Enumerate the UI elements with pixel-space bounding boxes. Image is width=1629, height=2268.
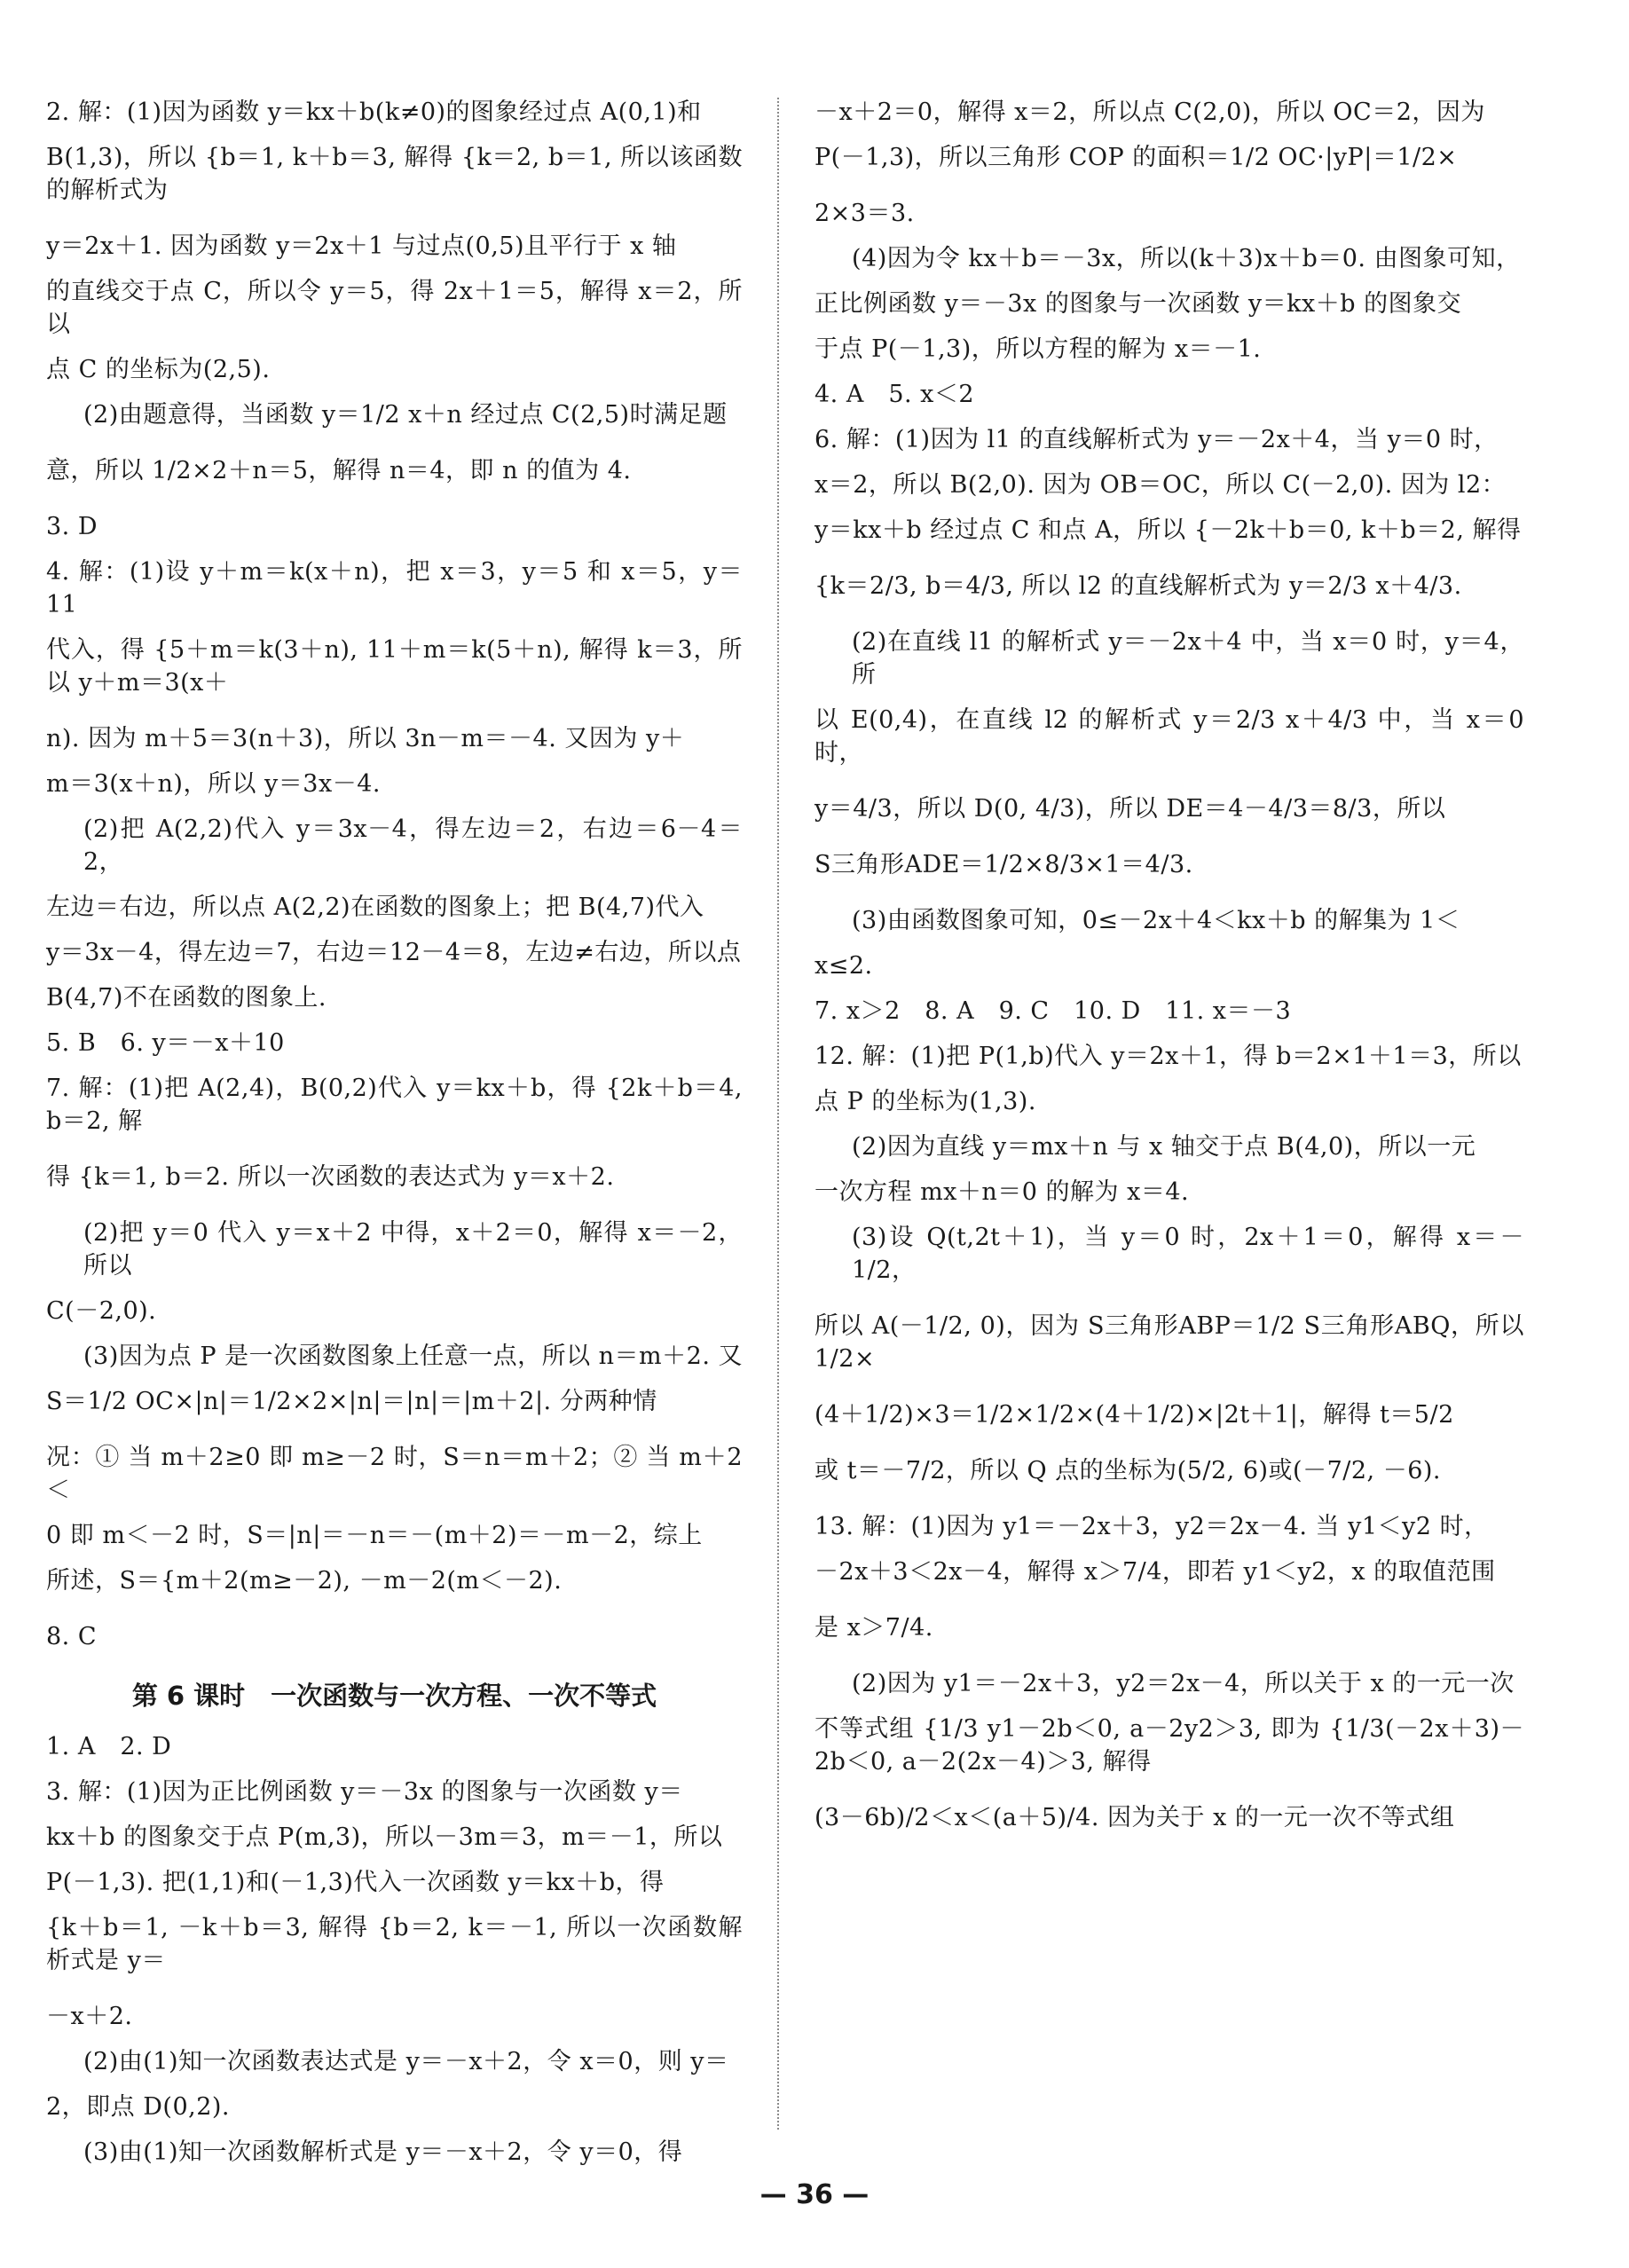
text-line: n). 因为 m＋5＝3(n＋3)，所以 3n－m＝－4. 又因为 y＋ bbox=[46, 725, 685, 752]
text-line: y＝2x＋1. 因为函数 y＝2x＋1 与过点(0,5)且平行于 x 轴 bbox=[46, 232, 677, 260]
text-line: 正比例函数 y＝－3x 的图象与一次函数 y＝kx＋b 的图象交 bbox=[814, 290, 1462, 318]
text-line: 所以 A(－1/2, 0)，因为 S三角形ABP＝1/2 S三角形ABQ，所以 1/2× bbox=[814, 1312, 1533, 1373]
text-line: 2，即点 D(0,2). bbox=[46, 2093, 230, 2121]
text-line: (2)因为 y1＝－2x＋3，y2＝2x－4，所以关于 x 的一元一次 bbox=[852, 1670, 1515, 1697]
text-line: P(－1,3)，所以三角形 COP 的面积＝1/2 OC·|yP|＝1/2× bbox=[814, 144, 1458, 171]
text-line: 得 {k＝1, b＝2. 所以一次函数的表达式为 y＝x＋2. bbox=[46, 1163, 615, 1191]
text-line: (3－6b)/2＜x＜(a＋5)/4. 因为关于 x 的一元一次不等式组 bbox=[814, 1804, 1455, 1831]
text-line: 3. 解：(1)因为正比例函数 y＝－3x 的图象与一次函数 y＝ bbox=[46, 1778, 683, 1806]
text-line: 的直线交于点 C，所以令 y＝5，得 2x＋1＝5，解得 x＝2，所以 bbox=[46, 278, 743, 338]
answer-line: 4. A 5. x＜2 bbox=[814, 381, 975, 408]
text-line: 不等式组 {1/3 y1－2b＜0, a－2y2＞3, 即为 {1/3(－2x＋3)－2b＜0, a－2(2x－4)＞3, 解得 bbox=[814, 1715, 1524, 1776]
answer-line: 5. B 6. y＝－x＋10 bbox=[46, 1029, 285, 1057]
text-line: P(－1,3). 把(1,1)和(－1,3)代入一次函数 y＝kx＋b，得 bbox=[46, 1869, 665, 1896]
text-line: (4＋1/2)×3＝1/2×1/2×(4＋1/2)×|2t＋1|，解得 t＝5/2 bbox=[814, 1401, 1454, 1429]
text-line: (3)因为点 P 是一次函数图象上任意一点，所以 n＝m＋2. 又 bbox=[83, 1343, 743, 1370]
page-number: — 36 — bbox=[759, 2179, 870, 2210]
text-line: x≤2. bbox=[814, 952, 873, 980]
text-line: (3)设 Q(t,2t＋1)，当 y＝0 时，2x＋1＝0，解得 x＝－1/2， bbox=[852, 1224, 1524, 1284]
text-line: y＝3x－4，得左边＝7，右边＝12－4＝8，左边≠右边，所以点 bbox=[46, 939, 742, 966]
right-column bbox=[814, 96, 1533, 1847]
text-line: 以 E(0,4)，在直线 l2 的解析式 y＝2/3 x＋4/3 中，当 x＝0 时， bbox=[814, 706, 1533, 767]
text-line: kx＋b 的图象交于点 P(m,3)，所以－3m＝3，m＝－1，所以 bbox=[46, 1823, 723, 1851]
text-line: m＝3(x＋n)，所以 y＝3x－4. bbox=[46, 770, 381, 798]
text-line: {k＝2/3, b＝4/3, 所以 l2 的直线解析式为 y＝2/3 x＋4/3. bbox=[814, 572, 1462, 600]
text-line: 2. 解：(1)因为函数 y＝kx＋b(k≠0)的图象经过点 A(0,1)和 bbox=[46, 98, 702, 126]
text-line: －x＋2＝0，解得 x＝2，所以点 C(2,0)，所以 OC＝2，因为 bbox=[814, 98, 1485, 126]
text-line: 0 即 m＜－2 时，S＝|n|＝－n＝－(m＋2)＝－m－2，综上 bbox=[46, 1522, 703, 1549]
text-line: 是 x＞7/4. bbox=[814, 1614, 933, 1642]
text-line: 12. 解：(1)把 P(1,b)代入 y＝2x＋1，得 b＝2×1＋1＝3，所以 bbox=[814, 1043, 1522, 1070]
text-line: 况：① 当 m＋2≥0 即 m≥－2 时，S＝n＝m＋2；② 当 m＋2＜ bbox=[46, 1444, 743, 1504]
answer-line: 1. A 2. D bbox=[46, 1733, 172, 1760]
text-line: 于点 P(－1,3)，所以方程的解为 x＝－1. bbox=[814, 335, 1262, 363]
text-line: (2)由题意得，当函数 y＝1/2 x＋n 经过点 C(2,5)时满足题 bbox=[83, 401, 728, 429]
text-line: (2)在直线 l1 的解析式 y＝－2x＋4 中，当 x＝0 时，y＝4，所 bbox=[852, 628, 1524, 689]
text-line: 代入，得 {5＋m＝k(3＋n), 11＋m＝k(5＋n), 解得 k＝3，所以 y＋m＝3(x＋ bbox=[46, 636, 743, 697]
text-line: (2)由(1)知一次函数表达式是 y＝－x＋2，令 x＝0，则 y＝ bbox=[83, 2048, 729, 2075]
text-line: B(4,7)不在函数的图象上. bbox=[46, 984, 327, 1012]
column-divider bbox=[777, 98, 780, 2130]
text-line: (2)因为直线 y＝mx＋n 与 x 轴交于点 B(4,0)，所以一元 bbox=[852, 1133, 1476, 1161]
answer-line: 3. D bbox=[46, 513, 98, 540]
text-line: －2x＋3＜2x－4，解得 x＞7/4，即若 y1＜y2，x 的取值范围 bbox=[814, 1558, 1496, 1586]
text-line: (4)因为令 kx＋b＝－3x，所以(k＋3)x＋b＝0. 由图象可知， bbox=[852, 245, 1521, 272]
text-line: S三角形ADE＝1/2×8/3×1＝4/3. bbox=[814, 851, 1193, 878]
text-line: 点 P 的坐标为(1,3). bbox=[814, 1088, 1036, 1115]
text-line: 4. 解：(1)设 y＋m＝k(x＋n)，把 x＝3，y＝5 和 x＝5，y＝11 bbox=[46, 558, 743, 618]
text-line: C(－2,0). bbox=[46, 1297, 157, 1325]
text-line: 7. 解：(1)把 A(2,4)，B(0,2)代入 y＝kx＋b，得 {2k＋b＝4, b＝2, 解 bbox=[46, 1075, 752, 1135]
text-line: x＝2，所以 B(2,0). 因为 OB＝OC，所以 C(－2,0). 因为 l2： bbox=[814, 471, 1507, 499]
text-line: 所述，S＝{m＋2(m≥－2), －m－2(m＜－2). bbox=[46, 1567, 563, 1595]
text-line: 点 C 的坐标为(2,5). bbox=[46, 356, 271, 383]
text-line: (2)把 A(2,2)代入 y＝3x－4，得左边＝2，右边＝6－4＝2， bbox=[83, 815, 743, 876]
text-line: y＝4/3，所以 D(0, 4/3)，所以 DE＝4－4/3＝8/3，所以 bbox=[814, 795, 1446, 823]
text-line: S＝1/2 OC×|n|＝1/2×2×|n|＝|n|＝|m＋2|. 分两种情 bbox=[46, 1388, 657, 1415]
text-line: 或 t＝－7/2，所以 Q 点的坐标为(5/2, 6)或(－7/2, －6). bbox=[814, 1457, 1441, 1484]
answer-line: 7. x＞2 8. A 9. C 10. D 11. x＝－3 bbox=[814, 997, 1292, 1025]
text-line: (3)由(1)知一次函数解析式是 y＝－x＋2，令 y＝0，得 bbox=[83, 2138, 683, 2166]
text-line: 2×3＝3. bbox=[814, 200, 915, 227]
text-line: －x＋2. bbox=[46, 2003, 133, 2030]
text-line: {k＋b＝1, －k＋b＝3, 解得 {b＝2, k＝－1, 所以一次函数解析式是 y＝ bbox=[46, 1914, 743, 1974]
text-line: 13. 解：(1)因为 y1＝－2x＋3，y2＝2x－4. 当 y1＜y2 时， bbox=[814, 1513, 1489, 1540]
text-line: 6. 解：(1)因为 l1 的直线解析式为 y＝－2x＋4，当 y＝0 时， bbox=[814, 426, 1499, 453]
section-title: 第 6 课时 一次函数与一次方程、一次不等式 bbox=[131, 1681, 657, 1711]
text-line: 意，所以 1/2×2＋n＝5，解得 n＝4，即 n 的值为 4. bbox=[46, 457, 632, 484]
text-line: 一次方程 mx＋n＝0 的解为 x＝4. bbox=[814, 1178, 1190, 1206]
answer-line: 8. C bbox=[46, 1623, 98, 1650]
left-column bbox=[46, 96, 752, 2181]
text-line: (3)由函数图象可知，0≤－2x＋4＜kx＋b 的解集为 1＜ bbox=[852, 907, 1460, 934]
text-line: y＝kx＋b 经过点 C 和点 A，所以 {－2k＋b＝0, k＋b＝2, 解得 bbox=[814, 516, 1522, 544]
text-line: (2)把 y＝0 代入 y＝x＋2 中得，x＋2＝0，解得 x＝－2，所以 bbox=[83, 1219, 743, 1280]
text-line: 左边＝右边，所以点 A(2,2)在函数的图象上；把 B(4,7)代入 bbox=[46, 894, 704, 921]
text-line: B(1,3)，所以 {b＝1, k＋b＝3, 解得 {k＝2, b＝1, 所以该函数的解析式为 bbox=[46, 144, 743, 204]
